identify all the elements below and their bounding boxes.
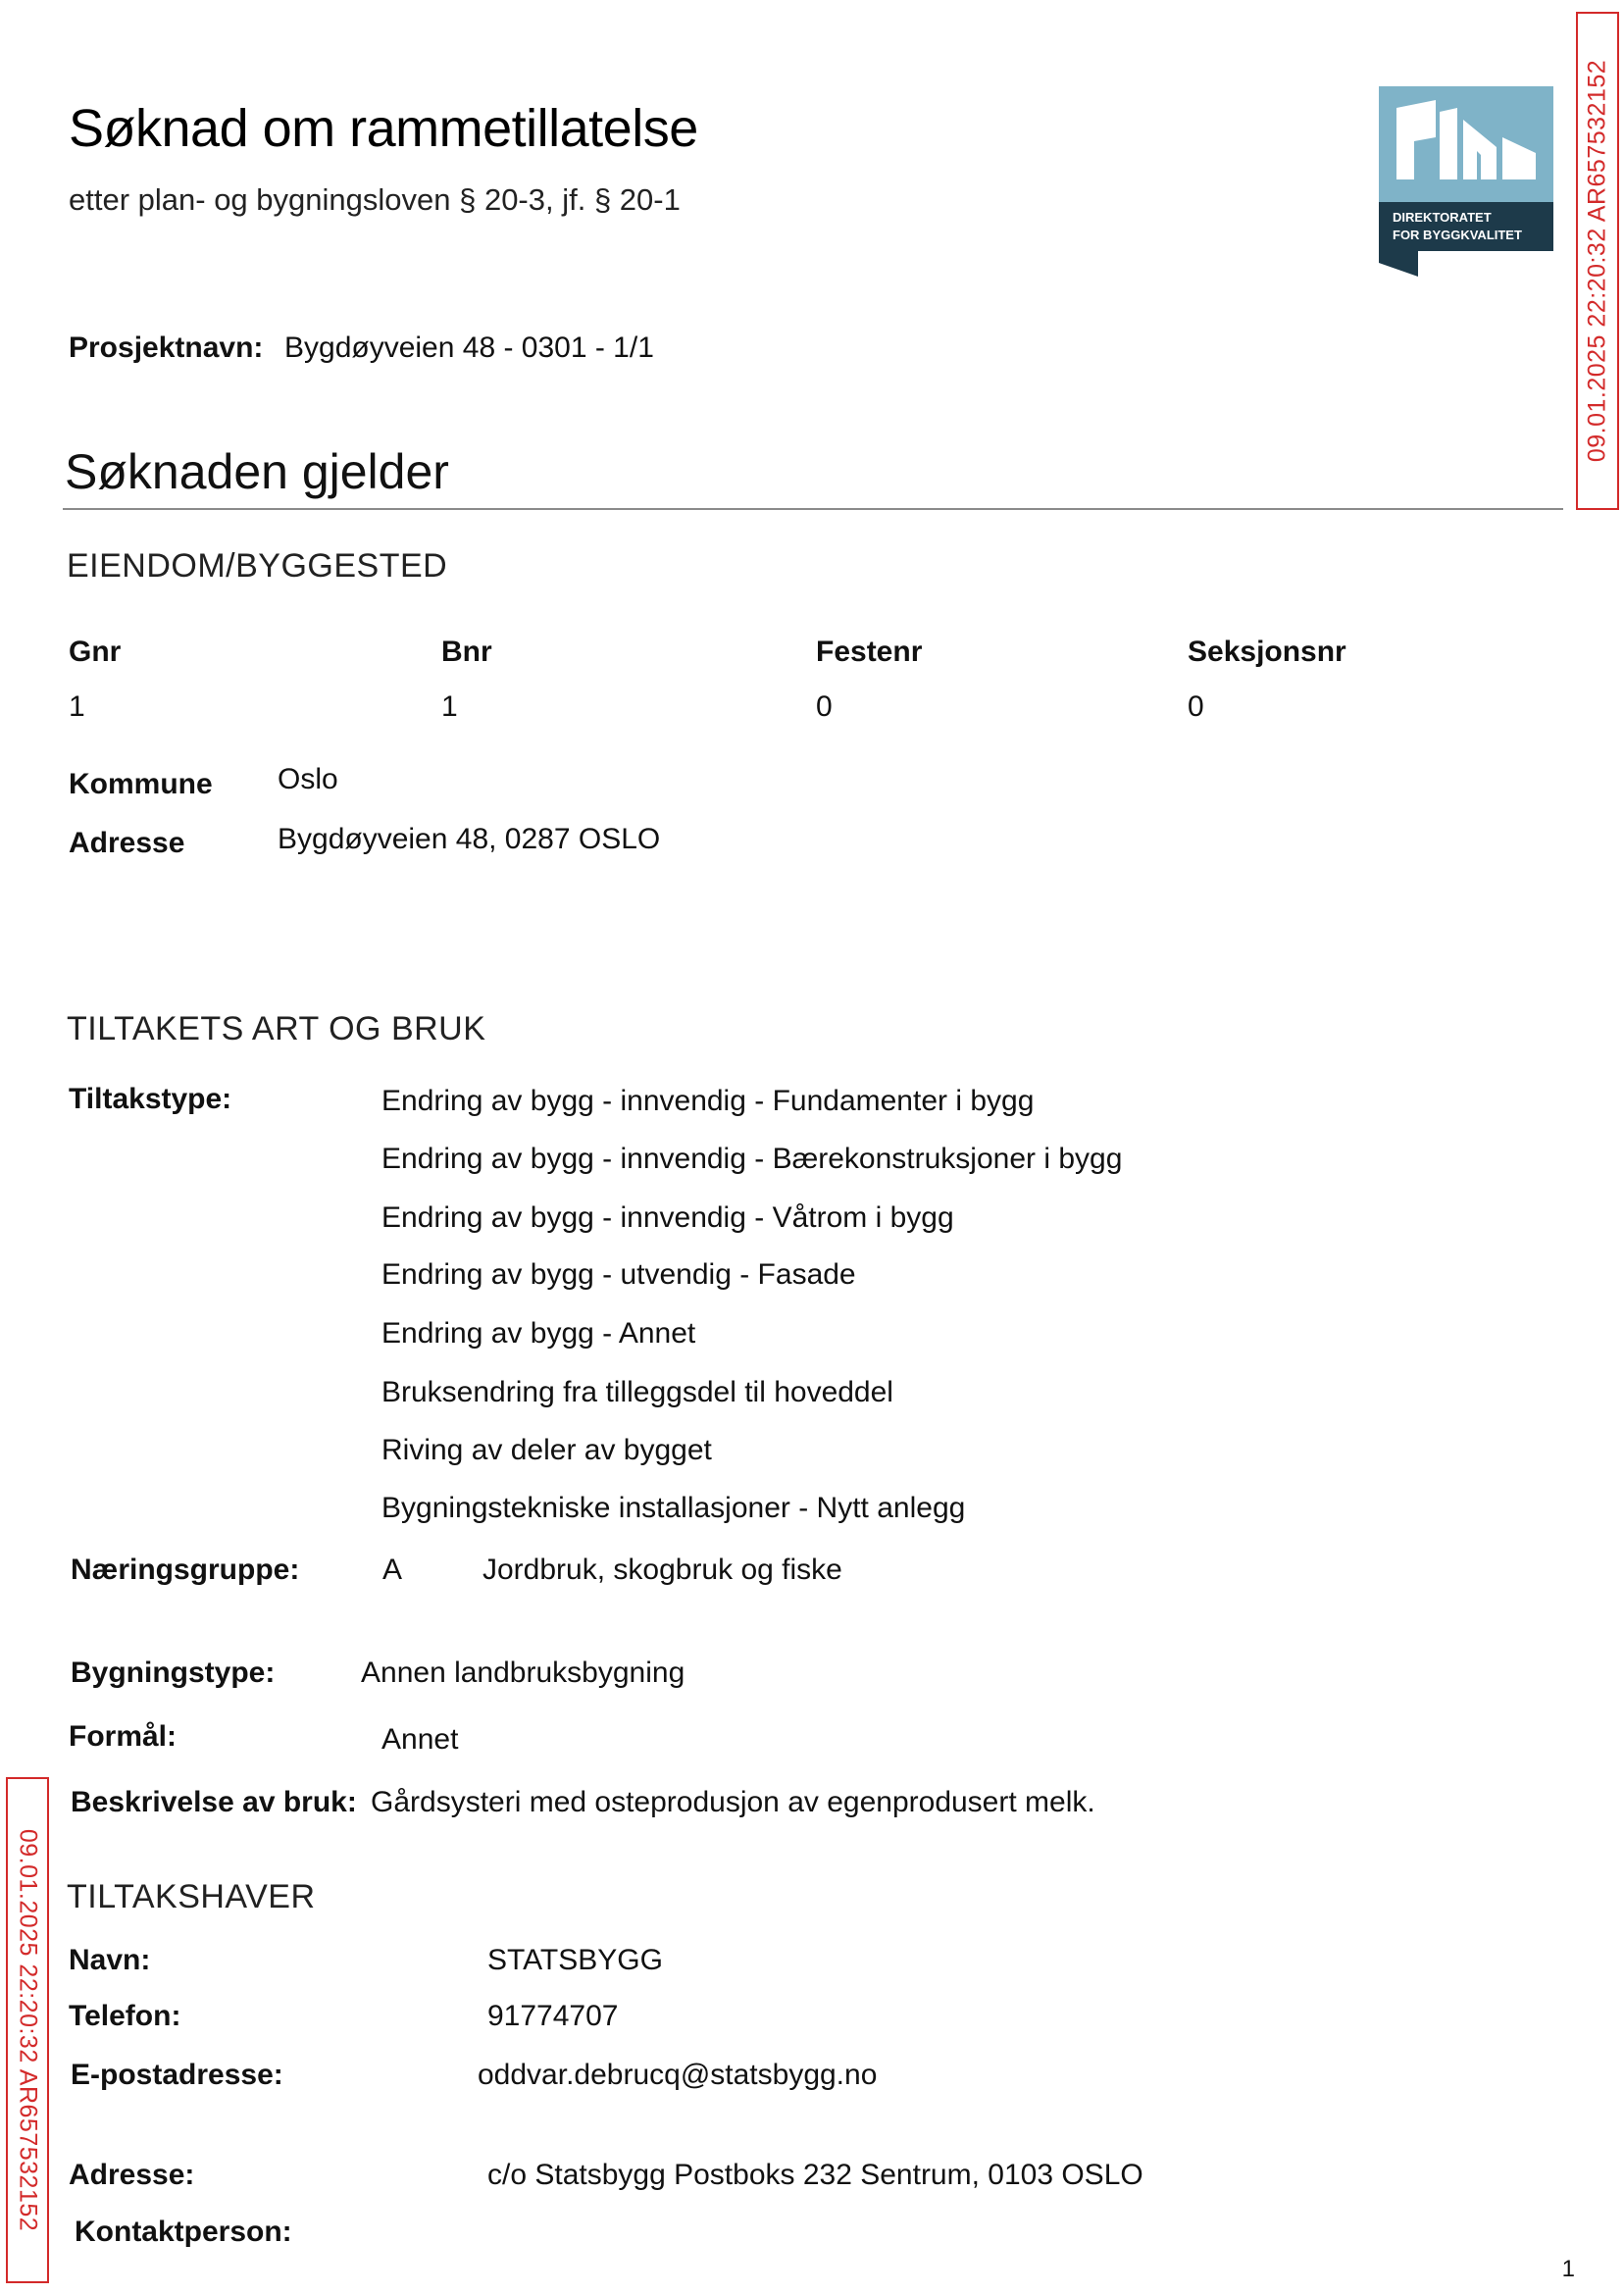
tiltakstype-label: Tiltakstype: [69,1083,232,1115]
navn-label: Navn: [69,1944,151,1976]
timestamp-stamp-right [1576,12,1619,510]
bygningstype-label: Bygningstype: [71,1657,276,1689]
tiltakstype-item: Endring av bygg - utvendig - Fasade [381,1258,856,1291]
tiltakstype-item: Bygningstekniske installasjoner - Nytt anlegg [381,1492,966,1524]
tiltakshaver-adresse-value: c/o Statsbygg Postboks 232 Sentrum, 0103 OSLO [487,2159,1143,2191]
tiltakstype-item: Bruksendring fra tilleggsdel til hoveddel [381,1376,893,1408]
gnr-label: Gnr [69,636,122,668]
tiltakshaver-heading: TILTAKSHAVER [67,1878,316,1915]
dibk-logo [1379,86,1553,277]
bnr-value: 1 [441,690,458,723]
property-heading: EIENDOM/BYGGESTED [67,547,448,585]
stamp-text: 09.01.2025 22:20:32 AR657532152 [14,1828,42,2232]
formal-label: Formål: [69,1720,178,1753]
epost-label: E-postadresse: [71,2059,283,2091]
epost-value: oddvar.debrucq@statsbygg.no [478,2059,878,2091]
page-title: Søknad om rammetillatelse [69,99,698,158]
naeringsgruppe-label: Næringsgruppe: [71,1554,300,1586]
kommune-value: Oslo [278,763,338,795]
adresse-value: Bygdøyveien 48, 0287 OSLO [278,823,661,855]
naeringsgruppe-code: A [382,1554,403,1586]
project-label: Prosjektnavn: [69,331,264,364]
seksjonsnr-label: Seksjonsnr [1188,636,1346,668]
naeringsgruppe-text: Jordbruk, skogbruk og fiske [482,1554,842,1586]
tiltak-heading: TILTAKETS ART OG BRUK [67,1010,486,1047]
festenr-label: Festenr [816,636,923,668]
adresse-label: Adresse [69,827,185,859]
logo-text-line1: DIREKTORATET [1393,210,1492,225]
beskrivelse-value: Gårdsysteri med osteprodusjon av egenprodusert melk. [371,1786,1095,1818]
section-divider [63,508,1563,510]
tiltakshaver-adresse-label: Adresse: [69,2159,195,2191]
timestamp-stamp-left [6,1777,49,2283]
festenr-value: 0 [816,690,833,723]
seksjonsnr-value: 0 [1188,690,1204,723]
stamp-text: 09.01.2025 22:20:32 AR657532152 [1583,59,1611,463]
navn-value: STATSBYGG [487,1944,663,1976]
tiltakstype-item: Endring av bygg - innvendig - Fundamenter i bygg [381,1085,1035,1117]
kommune-label: Kommune [69,768,213,800]
beskrivelse-label: Beskrivelse av bruk: [71,1786,357,1818]
bygningstype-value: Annen landbruksbygning [361,1657,685,1689]
section-title: Søknaden gjelder [65,444,449,499]
page-number: 1 [1561,2256,1575,2282]
formal-value: Annet [381,1723,459,1756]
tiltakstype-item: Endring av bygg - innvendig - Våtrom i bygg [381,1201,954,1234]
telefon-value: 91774707 [487,2000,619,2032]
telefon-label: Telefon: [69,2000,181,2032]
tiltakstype-item: Endring av bygg - innvendig - Bærekonstruksjoner i bygg [381,1143,1123,1175]
gnr-value: 1 [69,690,85,723]
logo-text-line2: FOR BYGGKVALITET [1393,228,1522,242]
kontaktperson-label: Kontaktperson: [75,2216,292,2248]
project-value: Bygdøyveien 48 - 0301 - 1/1 [284,331,654,364]
page-subtitle: etter plan- og bygningsloven § 20-3, jf. § 20-1 [69,182,681,217]
tiltakstype-item: Endring av bygg - Annet [381,1317,696,1350]
bnr-label: Bnr [441,636,492,668]
tiltakstype-item: Riving av deler av bygget [381,1434,712,1466]
